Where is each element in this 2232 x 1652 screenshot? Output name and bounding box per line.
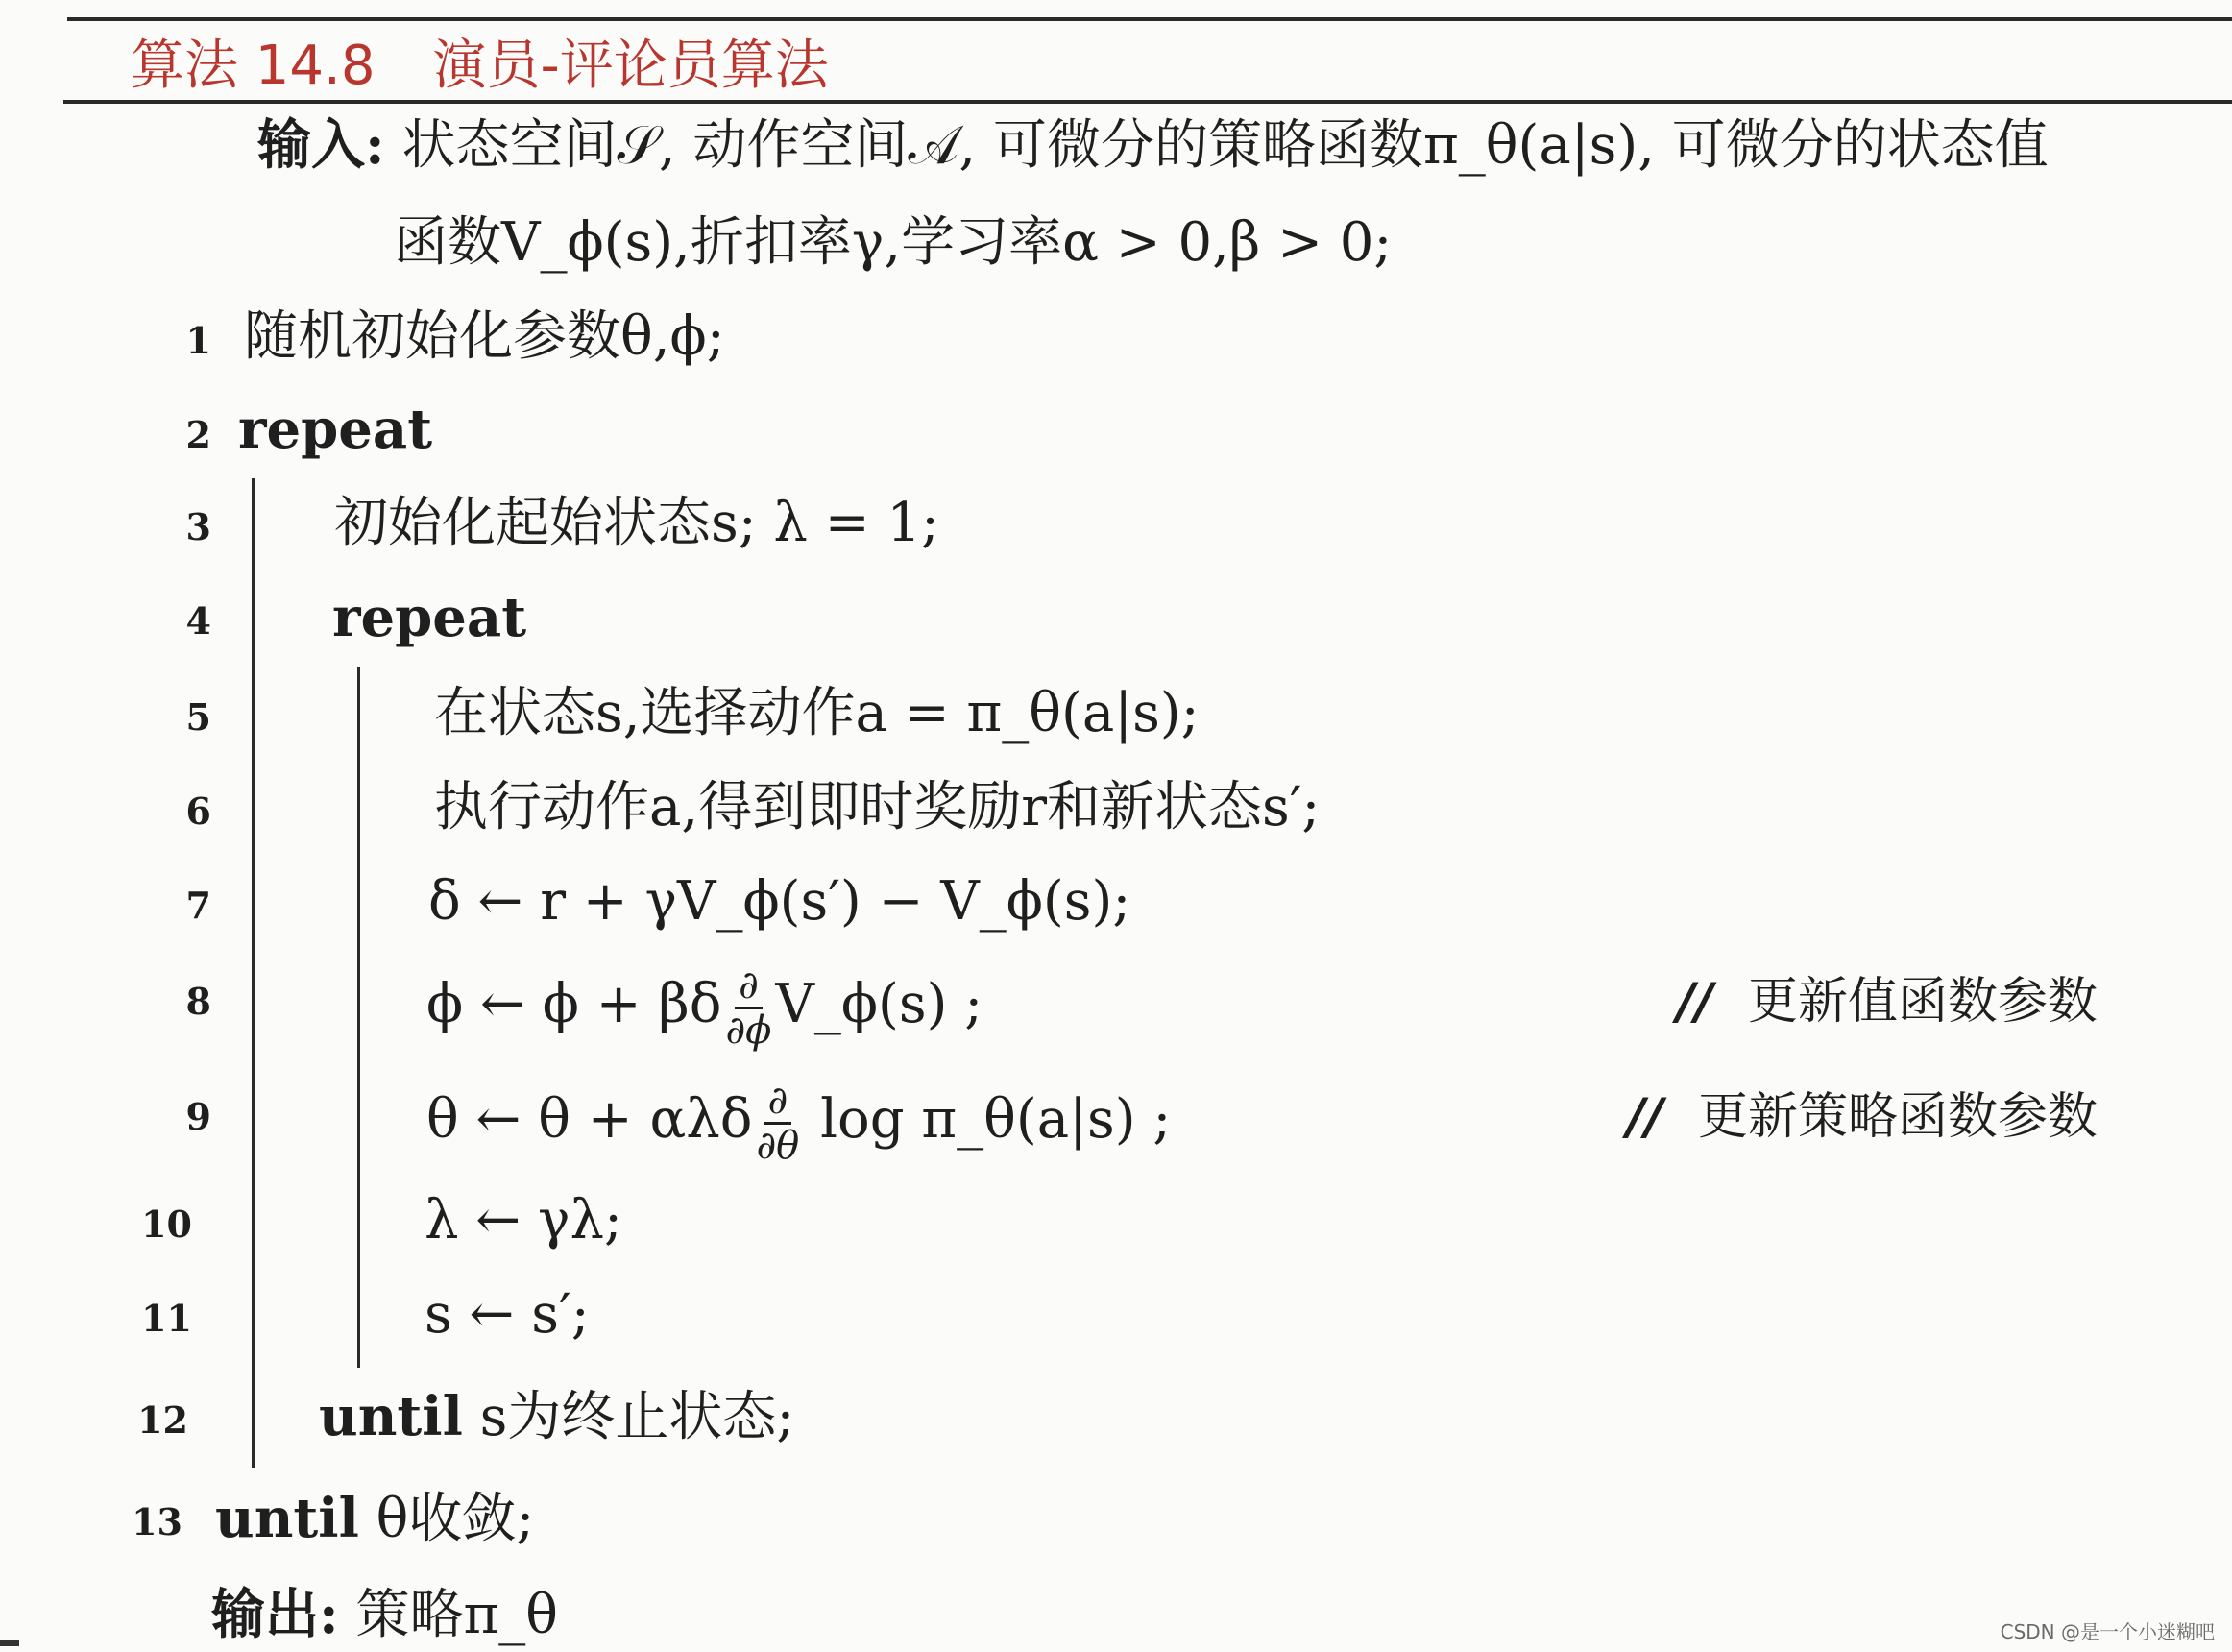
line-number-13: 13 <box>132 1500 182 1543</box>
input-text-1: 状态空间𝒮, 动作空间𝒜, 可微分的策略函数π_θ(a|s), 可微分的状态值 <box>384 114 2049 177</box>
top-rule <box>67 17 2232 21</box>
line-number-11: 11 <box>141 1297 192 1340</box>
until-keyword: until <box>215 1487 359 1550</box>
comment-line-9 <box>1627 1083 2098 1151</box>
input-text-2: 函数V_ϕ(s),折扣率γ,学习率α > 0,β > 0; <box>394 211 1393 274</box>
line-number-12: 12 <box>137 1398 188 1442</box>
algorithm-title <box>131 27 829 96</box>
line-number-1: 1 <box>185 319 211 362</box>
algo-line-3: 初始化起始状态s; λ = 1; <box>334 492 939 554</box>
algorithm-name: 演员-评论员算法 <box>432 35 829 97</box>
line-number-10: 10 <box>141 1203 192 1246</box>
comment-marker: // <box>1677 973 1713 1031</box>
page-edge-mark <box>0 1640 19 1646</box>
inner-loop-bar <box>357 667 360 1368</box>
algo-line-11: s ← s′; <box>425 1283 590 1346</box>
fraction-numerator: ∂ <box>764 1080 792 1125</box>
line-8-lhs: ϕ ← ϕ + βδ <box>426 973 722 1035</box>
algo-line-7: δ ← r + γV_ϕ(s′) − V_ϕ(s); <box>428 870 1131 933</box>
line-13-text: θ收敛; <box>358 1488 535 1550</box>
algo-line-6: 执行动作a,得到即时奖励r和新状态s′; <box>434 776 1321 838</box>
outer-loop-bar <box>252 478 255 1468</box>
algo-line-5: 在状态s,选择动作a = π_θ(a|s); <box>434 682 1200 744</box>
algorithm-number: 算法 14.8 <box>131 35 376 97</box>
line-number-7: 7 <box>185 884 211 927</box>
comment-text-8: 更新值函数参数 <box>1747 973 2098 1031</box>
line-number-6: 6 <box>185 790 211 833</box>
output-text: 策略π_θ <box>338 1584 558 1646</box>
line-number-3: 3 <box>185 505 211 548</box>
input-line-2 <box>394 209 1392 277</box>
title-rule <box>63 100 2232 104</box>
output-line <box>211 1581 558 1649</box>
line-number-8: 8 <box>185 980 211 1023</box>
algo-line-2: repeat <box>238 398 433 461</box>
algo-line-10: λ ← γλ; <box>425 1189 622 1251</box>
algo-line-4: repeat <box>332 586 527 649</box>
line-9-rhs: log π_θ(a|s) ; <box>803 1088 1172 1151</box>
algo-line-12 <box>319 1383 794 1451</box>
line-9-lhs: θ ← θ + αλδ <box>426 1088 753 1151</box>
partial-fraction-theta <box>757 1080 800 1167</box>
line-8-rhs: V_ϕ(s) ; <box>775 973 983 1035</box>
fraction-denominator: ∂θ <box>756 1124 800 1168</box>
input-line-1 <box>257 111 2049 180</box>
comment-line-8 <box>1677 968 2098 1035</box>
algo-line-13 <box>215 1485 534 1553</box>
comment-text-9: 更新策略函数参数 <box>1697 1088 2098 1146</box>
watermark: CSDN @是一个小迷糊吧 <box>2000 1620 2215 1643</box>
fraction-denominator: ∂ϕ <box>725 1008 772 1053</box>
line-number-4: 4 <box>185 599 211 643</box>
input-label: 输入: <box>257 113 385 177</box>
line-number-5: 5 <box>185 695 211 739</box>
line-number-9: 9 <box>185 1095 211 1138</box>
comment-marker: // <box>1627 1088 1663 1146</box>
algo-line-8 <box>426 964 983 1052</box>
algo-line-1: 随机初始化参数θ,ϕ; <box>244 305 725 368</box>
until-keyword: until <box>319 1385 463 1448</box>
partial-fraction-phi <box>725 964 771 1052</box>
line-number-2: 2 <box>185 413 211 456</box>
fraction-numerator: ∂ <box>735 964 763 1009</box>
algo-line-9 <box>426 1080 1171 1167</box>
line-12-text: s为终止状态; <box>462 1386 795 1448</box>
output-label: 输出: <box>211 1583 339 1646</box>
